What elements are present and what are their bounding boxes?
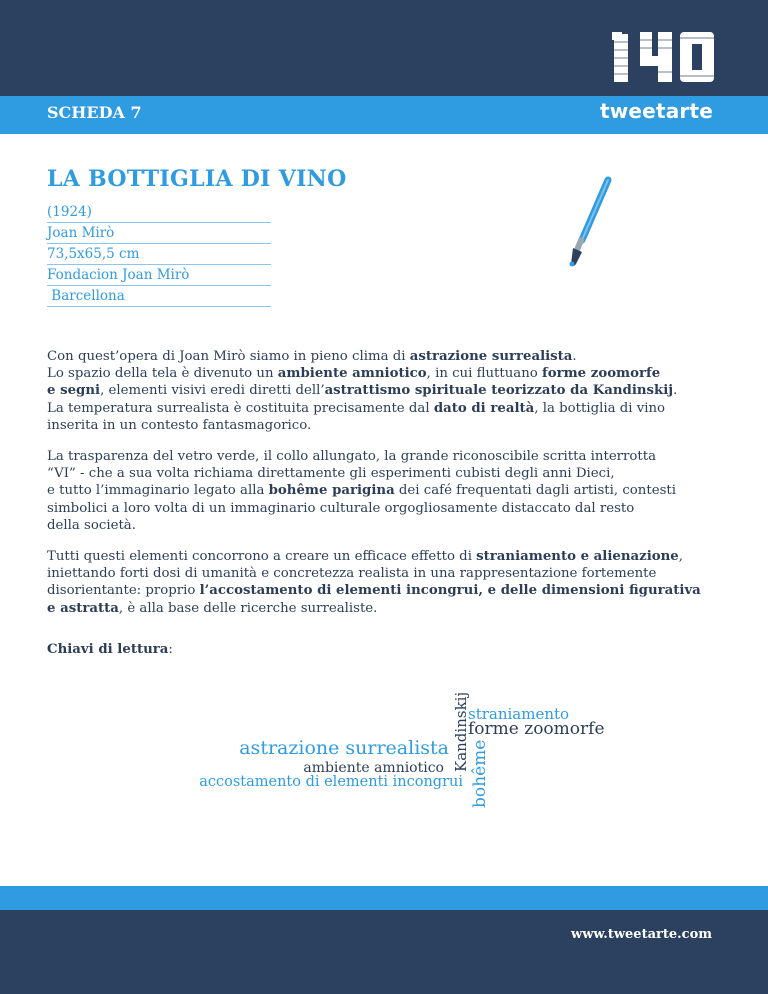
scheda-number: SCHEDA 7 (47, 103, 142, 122)
emphasis-text: bohême parigina (268, 483, 395, 499)
brand-name: tweetarte (599, 99, 713, 123)
artwork-city: Barcellona (47, 286, 271, 307)
reading-keys-label: Chiavi di lettura: (47, 642, 173, 657)
body-text-run: Con quest’opera di Joan Mirò siamo in pieno clima di (47, 349, 410, 364)
word-accostamento: accostamento di elementi incongrui (199, 774, 463, 790)
body-text-run: , elementi visivi eredi diretti dell’ (100, 383, 325, 399)
body-text-run: , (678, 549, 683, 565)
footer-bar (0, 910, 768, 994)
emphasis-text: astrattismo spirituale teorizzato da Kandinskij (324, 383, 674, 399)
body-text-run: , la bottiglia di vino (534, 400, 666, 416)
emphasis-text: l’accostamento di elementi incongrui, e delle dimensioni figurativa (199, 583, 701, 599)
body-text-run: , è alla base delle ricerche surrealiste. (118, 600, 378, 616)
body-text-run: e tutto l’immaginario legato alla (47, 483, 269, 499)
word-astrazione-surrealista: astrazione surrealista (239, 737, 449, 759)
word-forme-zoomorfe: forme zoomorfe (468, 719, 605, 739)
body-text-run: . (572, 349, 577, 364)
artwork-year: (1924) (47, 202, 271, 223)
body-text-run: “VI” - che a sua volta richiama direttamente gli esperimenti cubisti degli anni Dieci, (47, 466, 615, 482)
body-text-run: disorientante: proprio (47, 583, 200, 599)
emphasis-text: forme zoomorfe (542, 366, 661, 382)
artwork-title: LA BOTTIGLIA DI VINO (47, 166, 347, 192)
word-straniamento: straniamento (468, 705, 570, 723)
body-text-run: Lo spazio della tela è divenuto un (47, 366, 278, 382)
paragraph-1 (47, 348, 727, 434)
footer-website-link[interactable]: www.tweetarte.com (571, 927, 712, 942)
emphasis-text: ambiente amniotico (277, 366, 427, 382)
emphasis-text: straniamento e alienazione (476, 549, 679, 565)
word-kandinskij: Kandinskij (452, 691, 470, 772)
body-text-run: della società. (47, 517, 136, 533)
description (47, 348, 727, 631)
body-text-run: dei café frequentati dagli artisti, contesti (394, 483, 676, 499)
emphasis-text: e astratta (47, 600, 119, 616)
body-text-run: Tutti questi elementi concorrono a creare un efficace effetto di (47, 549, 477, 565)
emphasis-text: e segni (47, 383, 101, 399)
artwork-size: 73,5x65,5 cm (47, 244, 271, 265)
body-text-run: simbolici a loro volta di un immaginario culturale orgogliosamente distaccato dal resto (47, 500, 635, 516)
artwork-collection: Fondacion Joan Mirò (47, 265, 271, 286)
paintbrush-icon (560, 176, 620, 272)
emphasis-text: astrazione surrealista (409, 349, 573, 364)
body-text-run: , in cui fluttuano (426, 366, 543, 382)
body-text-run: La trasparenza del vetro verde, il collo allungato, la grande riconoscibile scritta interrotta (47, 449, 657, 465)
body-text-run: inserita in un contesto fantasmagorico. (47, 417, 312, 433)
body-text-run: iniettando forti dosi di umanità e concretezza realista in una rappresentazione fortemente (47, 566, 657, 582)
paragraph-3 (47, 548, 727, 617)
word-boheme: bohême (470, 739, 490, 808)
emphasis-text: dato di realtà (433, 400, 535, 416)
artwork-artist: Joan Mirò (47, 223, 271, 244)
word-ambiente-amniotico: ambiente amniotico (303, 760, 444, 776)
footer-accent-bar (0, 886, 768, 910)
paragraph-2 (47, 448, 727, 534)
body-text-run: . (673, 383, 678, 399)
logo-140-icon (612, 28, 716, 86)
body-text-run: La temperatura surrealista è costituita precisamente dal (47, 400, 434, 416)
artwork-details (47, 202, 271, 307)
